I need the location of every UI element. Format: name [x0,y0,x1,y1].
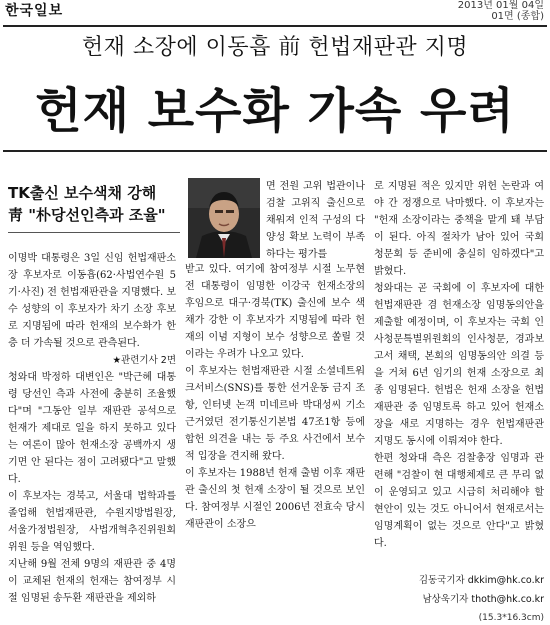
paragraph: 이 후보자는 헌법재판관 시절 소셜네트워크서비스(SNS)를 통한 선거운동 금지 조항, 인터넷 논객 미네르바 박대성씨 기소 근거였던 전기통신기본법 47조1항 등에 합헌 의견을 내는 등 주요 사건에서 보수적 입장을 견지해 왔다. [185,366,365,462]
paragraph: 지난해 9월 전체 9명의 재판관 중 4명이 교체된 헌재의 헌재는 참여정부 시절 임명된 송두환 재판관을 제외하 [8,559,176,604]
paragraph: 이명박 대통령은 3일 신임 헌법재판소장 후보자로 이동흡(62·사법연수원 5기·사진) 전 헌법재판관을 지명했다. 보수 성향의 이 후보자가 차기 소장 후보로 지명됨에 따라 헌재의 보수화가 한층 더 가속될 것으로 관측된다. [8,253,176,349]
kicker-line-2: 靑 "朴당선인측과 조율" [8,204,180,233]
paragraph: 청와대는 곧 국회에 이 후보자에 대한 헌법재판관 겸 헌재소장 임명동의안을 제출할 예정이며, 이 후보자는 국회 인사청문특별위원회의 인사청문, 경과보고서 채택, 본회의 임명동의안 의결 등을 거쳐 6년 임기의 헌재 소장으로 최종 임명된다. 헌법은 헌재 소장을 헌법재판관 중 임명토록 하고 있어 헌재소장을 새로 지명하는 경우 헌법재판관 지명도 동시에 이뤄져야 한다. [374,283,544,447]
related-article-note: ★관련기사 2면 [112,355,176,366]
portrait-image [188,178,260,258]
article-headline: 헌재 보수화 가속 우려 [35,83,515,139]
headline-rule [3,150,547,152]
article-column-2-top [266,178,365,263]
issue-info [458,0,544,22]
article-subtitle: 헌재 소장에 이동흡 前 헌법재판관 지명 [81,35,469,60]
article-column-3 [374,178,544,552]
paragraph: 한편 청와대 측은 검찰총장 임명과 관련해 "검찰이 현 대행체제로 큰 무리 없이 운영되고 있고 시급히 처리해야 할 현안이 있는 것도 아니어서 현재로서는 임명계획이 없는 것으로 안다"고 밝혔다. [374,453,544,549]
paragraph: 이 후보자는 1988년 헌재 출범 이후 재판관 출신의 첫 헌재 소장이 될 것으로 보인다. 참여정부 시절인 2006년 전효숙 당시 재판관이 소장으 [185,468,365,530]
issue-section: 01면 (종합) [491,11,544,22]
kicker-line-1: TK출신 보수색채 강해 [8,184,157,202]
byline-2: 남상욱기자 thoth@hk.co.kr [422,594,544,605]
article-column-1 [8,250,176,607]
article-column-2 [185,261,365,533]
issue-date: 2013년 01월 04일 [457,0,544,11]
clipping-size-note: (15.3*16.3cm) [478,613,544,623]
paragraph: 이 후보자는 경북고, 서울대 법학과를 졸업해 헌법재판관, 수원지방법원장, 서울가정법원장, 사법개혁추진위원회 위원 등을 역임했다. [8,491,176,553]
portrait-photo [188,178,260,258]
paragraph: 로 지명된 적은 있지만 위헌 논란과 여야 간 정쟁으로 낙마했다. 이 후보자는 "헌재 소장이라는 중책을 맡게 돼 부담이 된다. 아직 절차가 남아 있어 국회 청문회 등 준비에 충실히 임하겠다"고 밝혔다. [374,181,544,277]
header-rule [3,25,547,27]
byline-1: 김동국기자 dkkim@hk.co.kr [418,575,544,586]
paragraph: 청와대 박정하 대변인은 "박근혜 대통령 당선인 측과 사전에 충분히 조율했다"며 "그동안 일부 재판관 공석으로 헌재가 제대로 일을 하지 못하고 있다는 여론이 많아 헌재소장 공백까지 생기면 안 된다는 점이 고려됐다"고 말했다. [8,372,176,485]
article-kicker [8,182,180,233]
newspaper-logo: 한국일보 [5,3,64,19]
paragraph: 면 전원 고위 법관이나 검찰 고위직 출신으로 채워져 인적 구성의 다양성 확보 노력이 부족하다는 평가를 [266,181,365,260]
paragraph: 받고 있다. 여기에 참여정부 시절 노무현 전 대통령이 임명한 이강국 헌재소장의 후임으로 대구·경북(TK) 출신에 보수 색채가 강한 이 후보자가 지명됨에 따라 헌재의 이념 지형이 보수 성향으로 쏠릴 것이라는 우려가 나오고 있다. [185,264,365,360]
